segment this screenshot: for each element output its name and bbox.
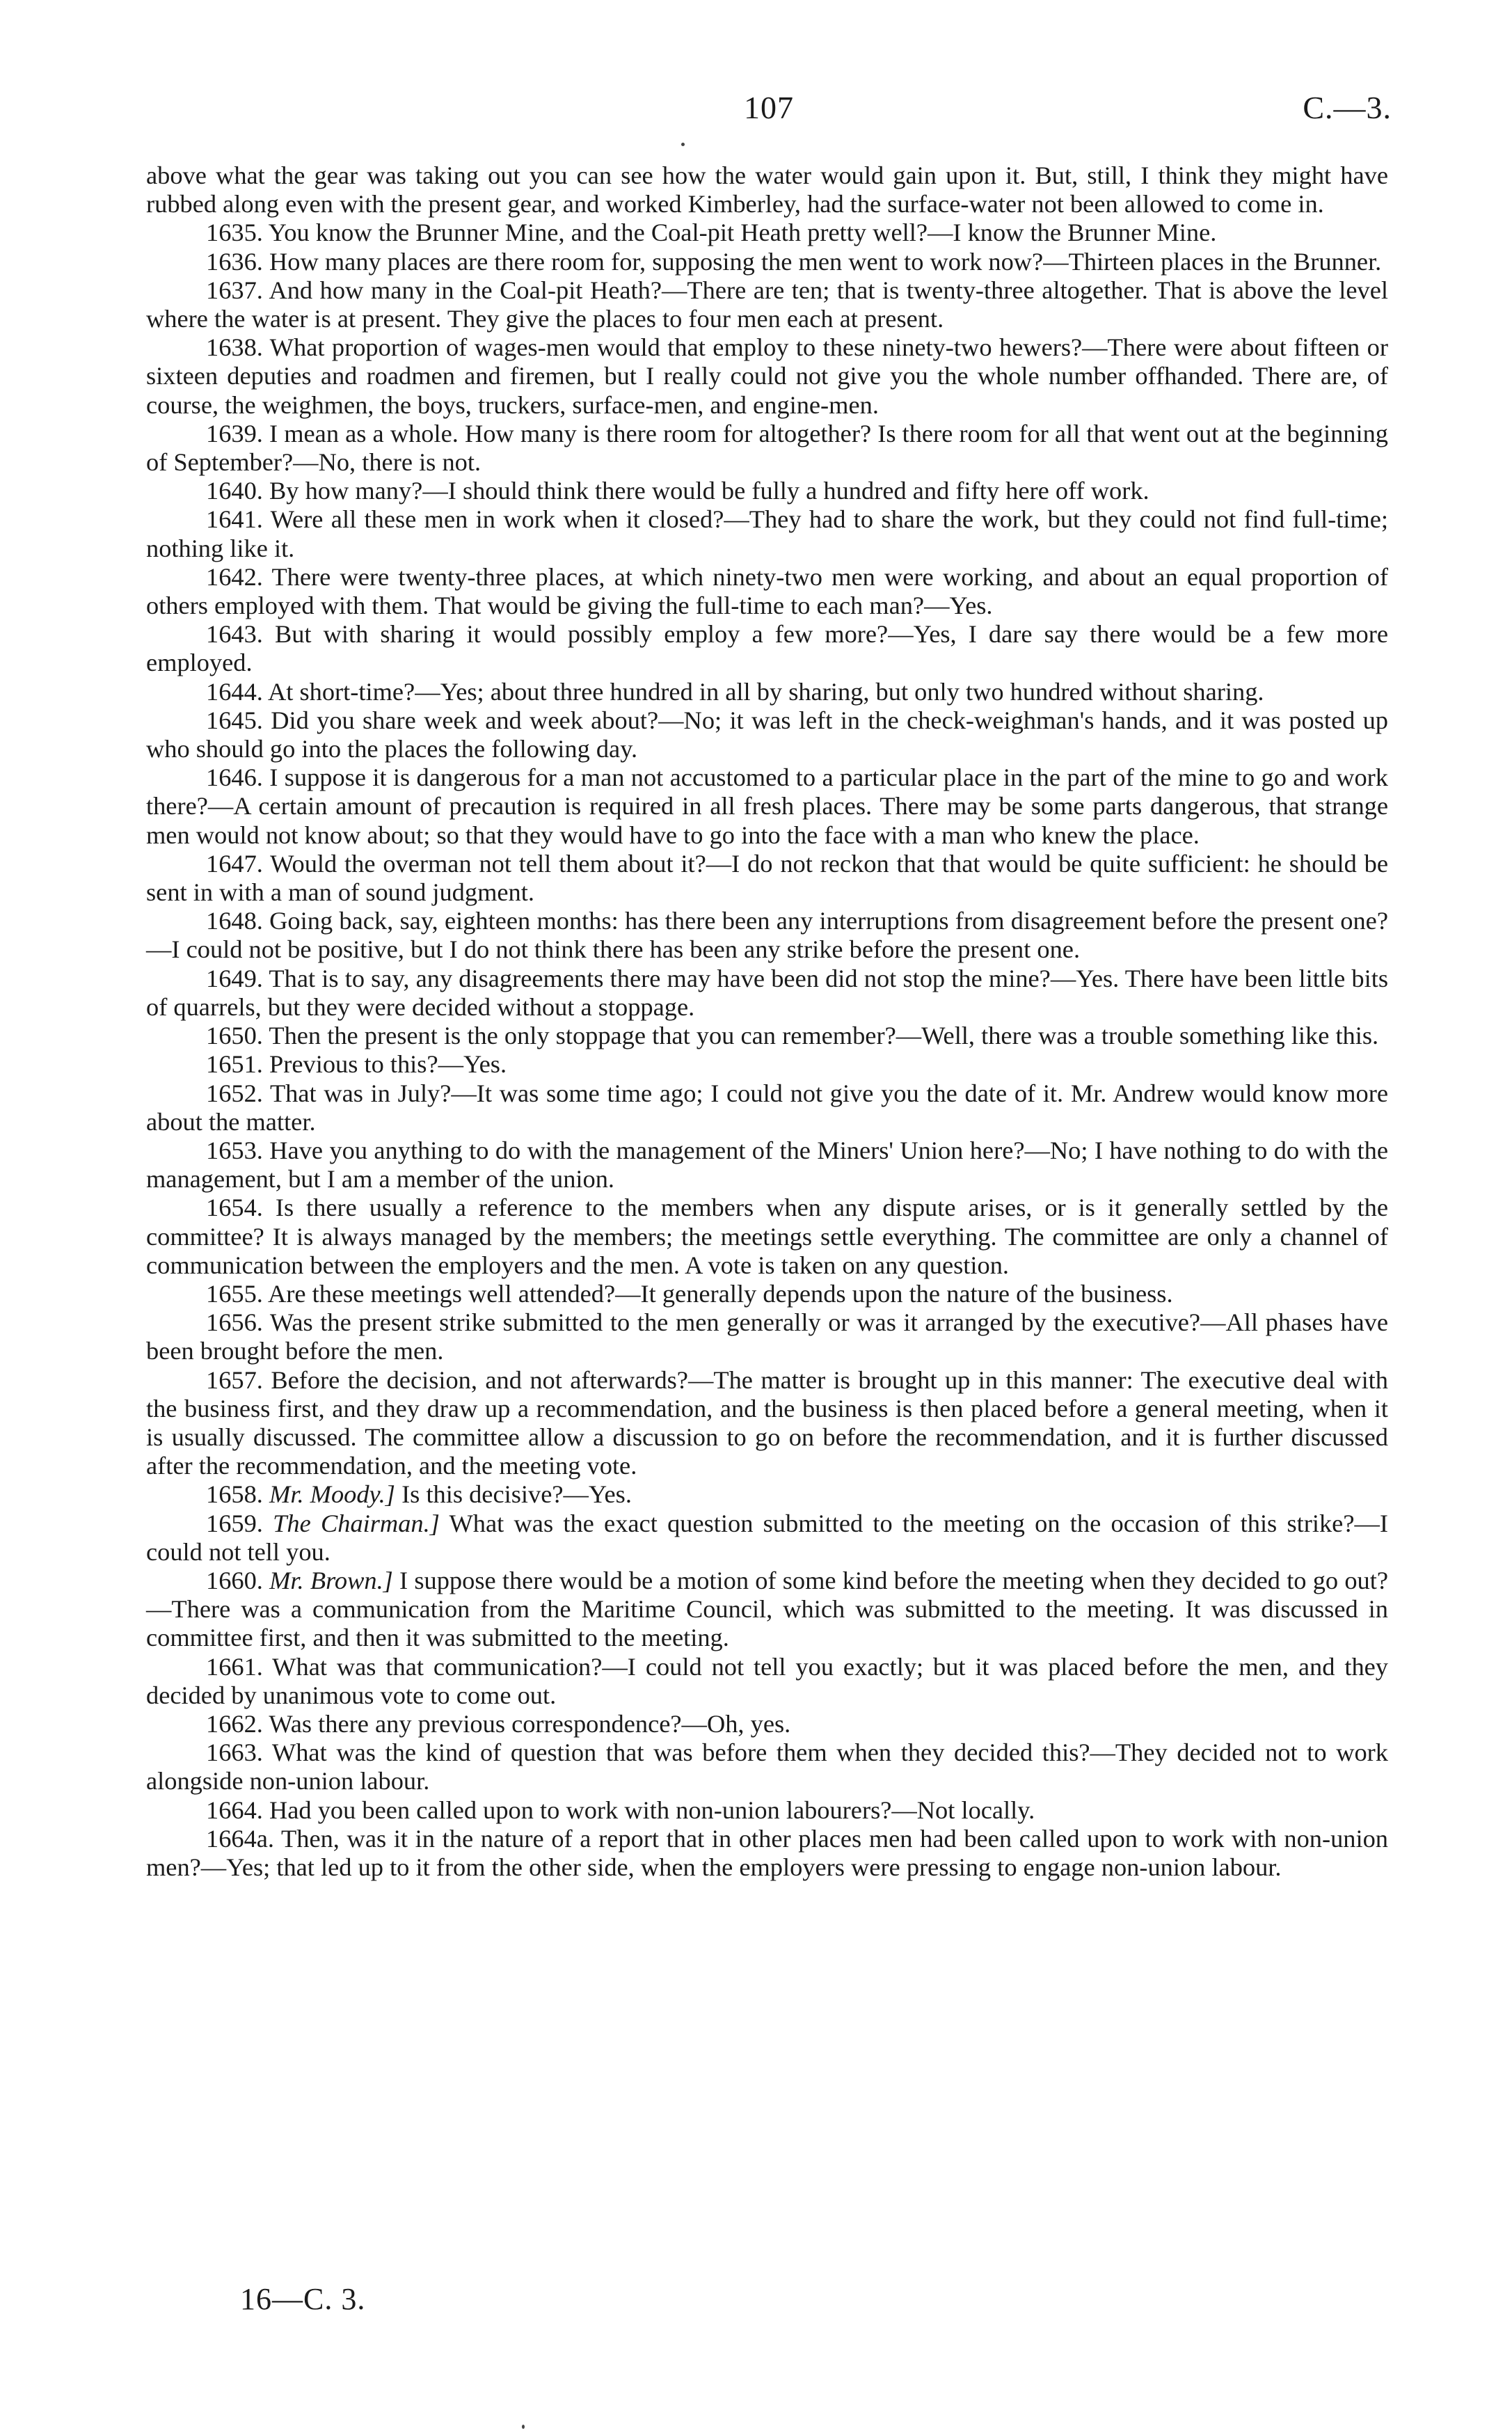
question-number: 1655. — [206, 1279, 263, 1308]
question-paragraph — [146, 1194, 1388, 1280]
question-paragraph — [146, 1136, 1388, 1194]
question-text: What was the kind of question that was before them when they decided this?—They decided not to work alongside non-union labour. — [146, 1738, 1388, 1796]
question-number: 1647. — [206, 849, 263, 878]
print-speck — [522, 2425, 525, 2429]
print-speck — [681, 143, 685, 146]
question-text: What was the exact question submitted to the meeting on the occasion of this strike?—I could not tell you. — [146, 1509, 1388, 1566]
question-text: I suppose it is dangerous for a man not accustomed to a particular place in the part of the mine to go and work there?—A certain amount of precaution is required in all fresh places. There may be some parts dangerous, that strange men would not know about; so that they would have to go into the face with a man who knew the place. — [146, 763, 1388, 849]
question-number: 1642. — [206, 562, 263, 591]
question-paragraph — [146, 219, 1388, 247]
speaker-name: Mr. Moody.] — [269, 1480, 395, 1509]
question-text: What was that communication?—I could not tell you exactly; but it was placed before the men, and they decided by unanimous vote to come out. — [146, 1652, 1388, 1709]
question-text: At short-time?—Yes; about three hundred in all by sharing, but only two hundred without sharing. — [267, 677, 1264, 706]
question-paragraph — [146, 678, 1388, 706]
question-number: 1648. — [206, 907, 263, 935]
question-text: Have you anything to do with the management of the Miners' Union here?—No; I have nothing to do with the management, but I am a member of the union. — [146, 1136, 1388, 1194]
question-paragraph — [146, 763, 1388, 850]
question-paragraph — [146, 563, 1388, 620]
question-paragraph — [146, 420, 1388, 477]
questions-list — [146, 219, 1388, 1882]
question-text: I suppose there would be a motion of some kind before the meeting when they decided to go out?—There was a communication from the Maritime Council, which was submitted to the meeting. It was discussed in committee first, and then it was submitted to the meeting. — [146, 1566, 1388, 1652]
question-paragraph — [146, 1366, 1388, 1481]
body-text — [146, 161, 1388, 1882]
question-paragraph — [146, 1509, 1388, 1567]
question-paragraph — [146, 965, 1388, 1022]
question-text: Going back, say, eighteen months: has there been any interruptions from disagreement before the present one?—I could not be positive, but I do not think there has been any strike before the present one. — [146, 907, 1388, 964]
question-text: Was the present strike submitted to the men generally or was it arranged by the executive?—All phases have been brought before the men. — [146, 1308, 1388, 1365]
question-text: Previous to this?—Yes. — [269, 1050, 507, 1079]
question-number: 1638. — [206, 333, 263, 362]
question-number: 1651. — [206, 1050, 263, 1079]
question-paragraph — [146, 850, 1388, 907]
question-number: 1643. — [206, 620, 263, 649]
document-reference: C.—3. — [1303, 90, 1392, 125]
question-number: 1653. — [206, 1136, 263, 1164]
speaker-name: The Chairman.] — [273, 1509, 440, 1537]
question-paragraph — [146, 706, 1388, 763]
question-text: Did you share week and week about?—No; it was left in the check-weighman's hands, and it was posted up who should go into the places the following day. — [146, 706, 1388, 763]
question-paragraph — [146, 1710, 1388, 1738]
question-text: Were all these men in work when it closed?—They had to share the work, but they could not find full-time; nothing like it. — [146, 505, 1388, 562]
question-paragraph — [146, 1796, 1388, 1825]
question-number: 1659. — [206, 1509, 263, 1537]
question-number: 1636. — [206, 247, 263, 276]
signature-mark: 16—C. 3. — [240, 2282, 366, 2316]
page-header — [146, 89, 1392, 138]
question-text: Is there usually a reference to the members when any dispute arises, or is it generally settled by the committee? It is always managed by the members; the meetings settle everything. The committee are only a channel of communication between the employers and the men. A vote is taken on any question. — [146, 1194, 1388, 1279]
question-paragraph — [146, 1280, 1388, 1308]
question-paragraph — [146, 1567, 1388, 1653]
question-text: There were twenty-three places, at which ninety-two men were working, and about an equal proportion of others employed with them. That would be giving the full-time to each man?—Yes. — [146, 562, 1388, 620]
question-paragraph — [146, 477, 1388, 505]
continued-paragraph: above what the gear was taking out you can see how the water would gain upon it. But, still, I think they might have rubbed along even with the present gear, and worked Kimberley, had the surface-water not been allowed to come in. — [146, 161, 1388, 219]
page-number: 107 — [744, 90, 794, 125]
question-text: And how many in the Coal-pit Heath?—There are ten; that is twenty-three altogether. That is above the level where the water is at present. They give the places to four men each at present. — [146, 276, 1388, 333]
question-paragraph — [146, 907, 1388, 964]
question-number: 1654. — [206, 1194, 263, 1222]
question-paragraph — [146, 1738, 1388, 1796]
question-paragraph — [146, 1480, 1388, 1509]
question-number: 1656. — [206, 1308, 263, 1337]
question-number: 1641. — [206, 505, 263, 534]
question-number: 1640. — [206, 477, 263, 505]
question-text: Before the decision, and not afterwards?—The matter is brought up in this manner: The executive deal with the business first, and they draw up a recommendation, and the business is then placed before a general meeting, when it is usually discussed. The committee allow a discussion to go on before the recommendation, and it is further discussed after the recommendation, and the meeting vote. — [146, 1365, 1388, 1480]
question-text: What proportion of wages-men would that employ to these ninety-two hewers?—There were about fifteen or sixteen deputies and roadmen and firemen, but I really could not give you the whole number offhanded. There are, of course, the weighmen, the boys, truckers, surface-men, and engine-men. — [146, 333, 1388, 419]
question-number: 1658. — [206, 1480, 263, 1509]
question-paragraph — [146, 276, 1388, 333]
question-paragraph — [146, 333, 1388, 420]
question-number: 1637. — [206, 276, 263, 304]
question-number: 1662. — [206, 1709, 263, 1738]
question-text: By how many?—I should think there would be fully a hundred and fifty here off work. — [269, 477, 1149, 505]
question-number: 1650. — [206, 1022, 263, 1050]
question-number: 1660. — [206, 1566, 263, 1594]
question-text: Had you been called upon to work with non-union labourers?—Not locally. — [269, 1796, 1035, 1824]
question-text: How many places are there room for, supposing the men went to work now?—Thirteen places in the Brunner. — [269, 247, 1382, 276]
question-paragraph — [146, 1825, 1388, 1882]
question-number: 1635. — [206, 219, 263, 247]
question-text: You know the Brunner Mine, and the Coal-pit Heath pretty well?—I know the Brunner Mine. — [268, 219, 1217, 247]
question-number: 1649. — [206, 964, 263, 992]
question-number: 1652. — [206, 1079, 263, 1107]
question-number: 1657. — [206, 1365, 263, 1394]
question-paragraph — [146, 1079, 1388, 1136]
question-number: 1664a. — [206, 1824, 275, 1853]
question-number: 1646. — [206, 763, 263, 792]
question-number: 1663. — [206, 1738, 263, 1767]
question-text: I mean as a whole. How many is there room for altogether? Is there room for all that went out at the beginning of September?—No, there is not. — [146, 419, 1388, 477]
question-text: Then, was it in the nature of a report that in other places men had been called upon to work with non-union men?—Yes; that led up to it from the other side, when the employers were pressing to engage non-union labour. — [146, 1824, 1388, 1881]
question-text: That was in July?—It was some time ago; I could not give you the date of it. Mr. Andrew would know more about the matter. — [146, 1079, 1388, 1136]
question-paragraph — [146, 1050, 1388, 1079]
question-text: Was there any previous correspondence?—Oh, yes. — [269, 1709, 791, 1738]
question-text: Is this decisive?—Yes. — [401, 1480, 632, 1509]
question-number: 1661. — [206, 1652, 263, 1681]
question-text: That is to say, any disagreements there may have been did not stop the mine?—Yes. There have been little bits of quarrels, but they were decided without a stoppage. — [146, 964, 1388, 1021]
question-paragraph — [146, 505, 1388, 562]
question-number: 1664. — [206, 1796, 263, 1824]
question-paragraph — [146, 1308, 1388, 1365]
question-paragraph — [146, 620, 1388, 677]
question-paragraph — [146, 248, 1388, 276]
question-text: But with sharing it would possibly employ a few more?—Yes, I dare say there would be a few more employed. — [146, 620, 1388, 677]
question-number: 1644. — [206, 677, 263, 706]
question-text: Then the present is the only stoppage that you can remember?—Well, there was a trouble something like this. — [269, 1022, 1379, 1050]
question-number: 1645. — [206, 706, 263, 734]
question-paragraph — [146, 1022, 1388, 1050]
question-paragraph — [146, 1653, 1388, 1710]
question-text: Would the overman not tell them about it?—I do not reckon that that would be quite sufficient: he should be sent in with a man of sound judgment. — [146, 849, 1388, 907]
speaker-name: Mr. Brown.] — [269, 1566, 393, 1594]
question-text: Are these meetings well attended?—It generally depends upon the nature of the business. — [267, 1279, 1173, 1308]
question-number: 1639. — [206, 419, 263, 447]
